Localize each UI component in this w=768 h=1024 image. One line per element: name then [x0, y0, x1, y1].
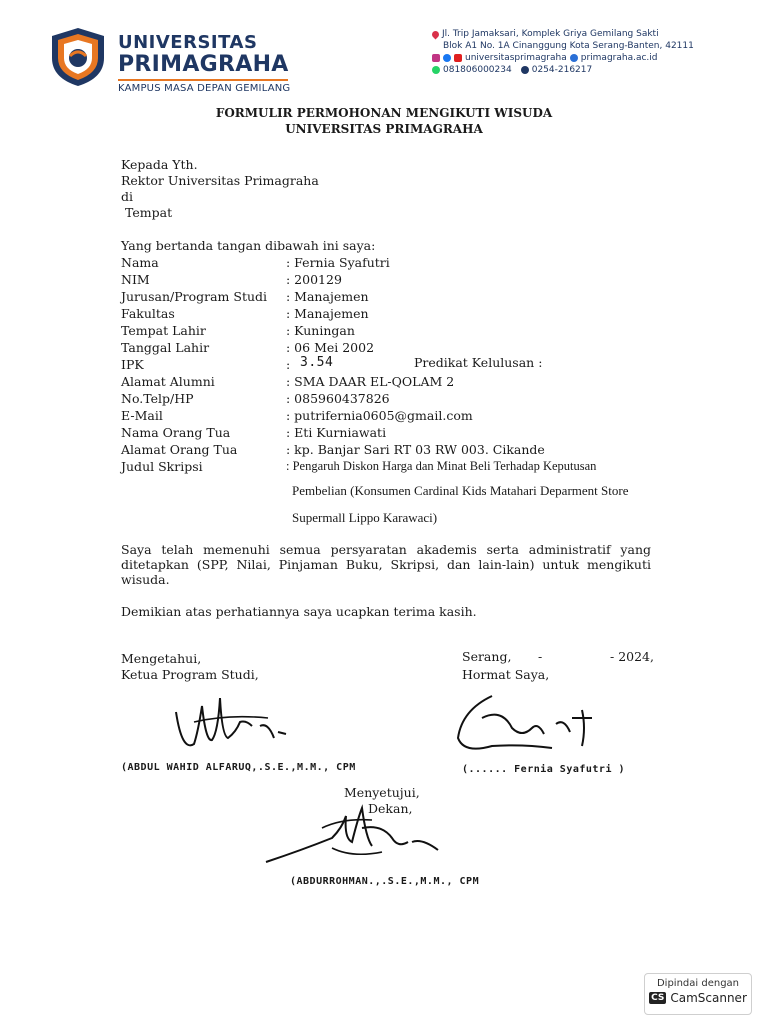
university-logo-icon [48, 26, 108, 88]
sign-mid-role: Dekan, [368, 801, 413, 816]
instagram-icon [432, 54, 440, 62]
dean-signature [262, 798, 442, 878]
website: primagraha.ac.id [580, 53, 658, 63]
kaprodi-name: (ABDUL WAHID ALFARUQ,.S.E.,M.M., CPM [121, 762, 356, 773]
camscanner-icon: CS [651, 993, 665, 1003]
university-name-line1: UNIVERSITAS [118, 32, 258, 53]
statement-paragraph: Saya telah memenuhi semua persyaratan akademis serta administratif yang ditetapkan (SPP, Nilai, Pinjaman Buku, Skripsi, dan lain-lain) untuk mengikuti wisuda. [121, 542, 651, 587]
field-value: : Manajemen [286, 289, 369, 304]
scanner-caption: Dipindai dengan [656, 978, 740, 989]
field-value: : SMA DAAR EL-QOLAM 2 [286, 374, 455, 389]
sign-left-role: Ketua Program Studi, [121, 667, 259, 682]
student-signature [452, 688, 612, 758]
closing-text: Demikian atas perhatiannya saya ucapkan terima kasih. [121, 604, 477, 619]
kaprodi-signature [168, 692, 298, 762]
field-label: Alamat Alumni [121, 374, 215, 389]
field-value: : putrifernia0605@gmail.com [286, 408, 473, 423]
phone-number: 0254-216217 [531, 65, 593, 75]
sign-right-heading: Hormat Saya, [462, 667, 550, 682]
field-label: Jurusan/Program Studi [121, 289, 268, 304]
sign-left-heading: Mengetahui, [121, 651, 202, 666]
facebook-icon [443, 54, 451, 62]
field-value: : 200129 [286, 272, 342, 287]
field-label: Alamat Orang Tua [121, 442, 238, 457]
intro-text: Yang bertanda tangan dibawah ini saya: [121, 238, 376, 253]
skripsi-continuation: Supermall Lippo Karawaci) [292, 510, 438, 525]
dean-name: (ABDURROHMAN.,.S.E.,M.M., CPM [290, 876, 480, 887]
address-line: di [121, 189, 133, 204]
whatsapp-icon [432, 66, 440, 74]
form-title: FORMULIR PERMOHONAN MENGIKUTI WISUDA [215, 106, 553, 120]
whatsapp-number: 081806000234 [443, 65, 512, 75]
field-label: Nama [121, 255, 159, 270]
university-name [118, 34, 290, 94]
field-label: Tanggal Lahir [121, 340, 210, 355]
sign-mid-heading: Menyetujui, [344, 785, 420, 800]
sign-date-dash: - [538, 649, 543, 664]
field-label: NIM [121, 272, 150, 287]
field-value: : Manajemen [286, 306, 369, 321]
student-name: (...... Fernia Syafutri ) [462, 764, 626, 775]
form-subtitle: UNIVERSITAS PRIMAGRAHA [285, 122, 483, 136]
field-label: Tempat Lahir [121, 323, 206, 338]
field-label: E-Mail [121, 408, 163, 423]
field-value: : Pengaruh Diskon Harga dan Minat Beli Terhadap Keputusan [286, 459, 597, 473]
sign-city: Serang, [462, 649, 512, 664]
youtube-icon [454, 54, 462, 62]
camscanner-watermark [644, 973, 752, 1015]
globe-icon [570, 54, 578, 62]
field-label: Nama Orang Tua [121, 425, 231, 440]
sign-year: - 2024, [610, 649, 654, 664]
skripsi-continuation: Pembelian (Konsumen Cardinal Kids Matahari Deparment Store [292, 483, 629, 498]
field-value: : 06 Mei 2002 [286, 340, 375, 355]
address-line: Rektor Universitas Primagraha [121, 173, 319, 188]
field-value: : kp. Banjar Sari RT 03 RW 003. Cikande [286, 442, 545, 457]
address-line: Tempat [125, 205, 173, 220]
university-name-line2: PRIMAGRAHA [118, 52, 289, 77]
ipk-handwritten: 3.54 [300, 355, 334, 370]
phone-icon [521, 66, 529, 74]
field-label: Fakultas [121, 306, 175, 321]
field-value: : [286, 357, 291, 372]
predikat-label: Predikat Kelulusan : [414, 355, 543, 370]
field-value: : Eti Kurniawati [286, 425, 387, 440]
address-line1: Jl. Trip Jamaksari, Komplek Griya Gemilang Sakti [442, 29, 659, 39]
address-line2: Blok A1 No. 1A Cinanggung Kota Serang-Banten, 42111 [443, 41, 694, 51]
field-value: : 085960437826 [286, 391, 390, 406]
address-line: Kepada Yth. [121, 157, 198, 172]
contact-block [432, 28, 694, 76]
field-value: : Kuningan [286, 323, 355, 338]
brand-underline [118, 79, 288, 81]
social-handle: universitasprimagraha [465, 53, 567, 63]
field-label: IPK [121, 357, 144, 372]
location-pin-icon [431, 29, 441, 39]
scanner-brand: CamScanner [670, 991, 747, 1005]
field-label: Judul Skripsi [121, 459, 203, 474]
field-label: No.Telp/HP [121, 391, 194, 406]
field-value: : Fernia Syafutri [286, 255, 390, 270]
university-tagline: KAMPUS MASA DEPAN GEMILANG [118, 83, 291, 94]
